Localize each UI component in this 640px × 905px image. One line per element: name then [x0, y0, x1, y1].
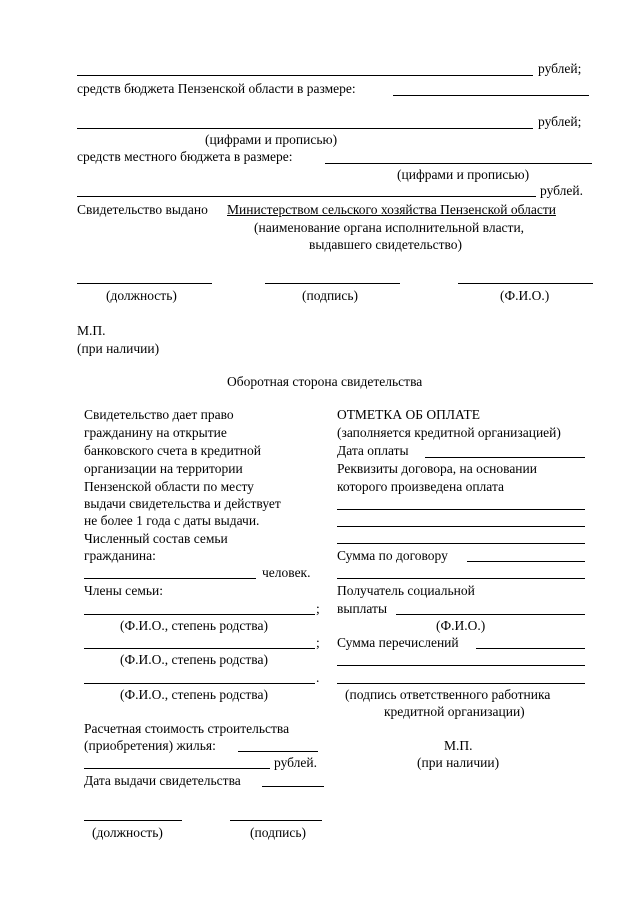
- left-text-line: гражданину на открытие: [84, 425, 227, 440]
- sig-fio-label: (Ф.И.О.): [500, 288, 550, 303]
- contract-req-line-a[interactable]: [337, 509, 585, 510]
- left-text-line: гражданина:: [84, 548, 156, 563]
- left-text-line: Свидетельство дает право: [84, 407, 234, 422]
- responsible-sign-hint-1: (подпись ответственного работника: [345, 687, 551, 702]
- issue-date-line[interactable]: [262, 786, 324, 787]
- contract-req-line-b[interactable]: [337, 526, 585, 527]
- member-semicolon-2: ;: [316, 635, 320, 650]
- family-member-line-2[interactable]: [84, 648, 315, 649]
- contract-sum-line[interactable]: [467, 561, 585, 562]
- amount-line-2[interactable]: [77, 128, 533, 129]
- stamp-label: М.П.: [77, 323, 106, 338]
- sig-fio-line[interactable]: [458, 283, 593, 284]
- member-hint-3: (Ф.И.О., степень родства): [120, 687, 268, 702]
- left-text-line: Численный состав семьи: [84, 531, 228, 546]
- left-sig-position-line[interactable]: [84, 820, 182, 821]
- family-member-line-3[interactable]: [84, 683, 315, 684]
- sig-position-line[interactable]: [77, 283, 212, 284]
- member-dot-3: .: [316, 670, 320, 685]
- pay-date-line[interactable]: [425, 457, 585, 458]
- rub-label-3: рублей.: [540, 183, 584, 198]
- left-text-line: банковского счета в кредитной: [84, 443, 261, 458]
- digits-hint-1: (цифрами и прописью): [205, 132, 338, 147]
- contract-sum-label: Сумма по договору: [337, 548, 448, 563]
- pay-date-label: Дата оплаты: [337, 443, 409, 458]
- regional-budget-label: средств бюджета Пензенской области в размере:: [77, 81, 356, 96]
- family-member-line-1[interactable]: [84, 614, 315, 615]
- digits-hint-2: (цифрами и прописью): [397, 167, 530, 182]
- transfer-sum-line-2[interactable]: [337, 665, 585, 666]
- contract-sum-line-2[interactable]: [337, 578, 585, 579]
- issued-by-label: Свидетельство выдано: [77, 202, 208, 217]
- recipient-line[interactable]: [396, 614, 585, 615]
- issue-date-label: Дата выдачи свидетельства: [84, 773, 241, 788]
- local-budget-line[interactable]: [325, 163, 592, 164]
- recipient-label-1: Получатель социальной: [337, 583, 475, 598]
- left-sig-position-label: (должность): [92, 825, 163, 840]
- rub-label-2: рублей;: [538, 114, 582, 129]
- contract-req-line-1: Реквизиты договора, на основании: [337, 461, 537, 476]
- left-text-line: не более 1 года с даты выдачи.: [84, 513, 260, 528]
- responsible-sign-hint-2: кредитной организации): [384, 704, 525, 719]
- local-budget-label: средств местного бюджета в размере:: [77, 149, 293, 164]
- issuer-hint-1: (наименование органа исполнительной власти,: [254, 220, 525, 235]
- transfer-sum-line-3[interactable]: [337, 683, 585, 684]
- left-text-line: выдачи свидетельства и действует: [84, 496, 281, 511]
- sig-signature-label: (подпись): [302, 288, 359, 303]
- member-hint-1: (Ф.И.О., степень родства): [120, 618, 268, 633]
- amount-line-3[interactable]: [77, 196, 536, 197]
- recipient-label-2: выплаты: [337, 601, 388, 616]
- cost-short-line[interactable]: [238, 751, 318, 752]
- member-hint-2: (Ф.И.О., степень родства): [120, 652, 268, 667]
- cost-amount-line[interactable]: [84, 768, 270, 769]
- recipient-hint: (Ф.И.О.): [436, 618, 486, 633]
- payment-mark-subtitle: (заполняется кредитной организацией): [337, 425, 561, 440]
- payment-mark-title: ОТМЕТКА ОБ ОПЛАТЕ: [337, 407, 481, 422]
- contract-req-line-c[interactable]: [337, 543, 585, 544]
- stamp-hint: (при наличии): [77, 341, 160, 356]
- right-stamp-hint: (при наличии): [417, 755, 500, 770]
- left-sig-signature-label: (подпись): [250, 825, 307, 840]
- left-sig-signature-line[interactable]: [230, 820, 322, 821]
- sig-signature-line[interactable]: [265, 283, 400, 284]
- issuer-hint-2: выдавшего свидетельство): [309, 237, 463, 252]
- left-text-line: организации на территории: [84, 461, 243, 476]
- reverse-side-title: Оборотная сторона свидетельства: [227, 374, 423, 389]
- issued-by-value: Министерством сельского хозяйства Пензенской области: [227, 202, 556, 217]
- cost-label-line-1: Расчетная стоимость строительства: [84, 721, 290, 736]
- right-stamp-label: М.П.: [444, 738, 473, 753]
- left-text-line: Пензенской области по месту: [84, 479, 254, 494]
- persons-count-line[interactable]: [84, 578, 256, 579]
- contract-req-line-2: которого произведена оплата: [337, 479, 504, 494]
- transfer-sum-line[interactable]: [476, 648, 585, 649]
- sig-position-label: (должность): [106, 288, 177, 303]
- cost-label-line-2: (приобретения) жилья:: [84, 738, 216, 753]
- amount-line-1[interactable]: [77, 75, 533, 76]
- cost-rub-label: рублей.: [274, 755, 318, 770]
- member-semicolon-1: ;: [316, 601, 320, 616]
- regional-budget-line[interactable]: [393, 95, 589, 96]
- rub-label-1: рублей;: [538, 61, 582, 76]
- transfer-sum-label: Сумма перечислений: [337, 635, 459, 650]
- family-members-label: Члены семьи:: [84, 583, 163, 598]
- persons-suffix: человек.: [262, 565, 311, 580]
